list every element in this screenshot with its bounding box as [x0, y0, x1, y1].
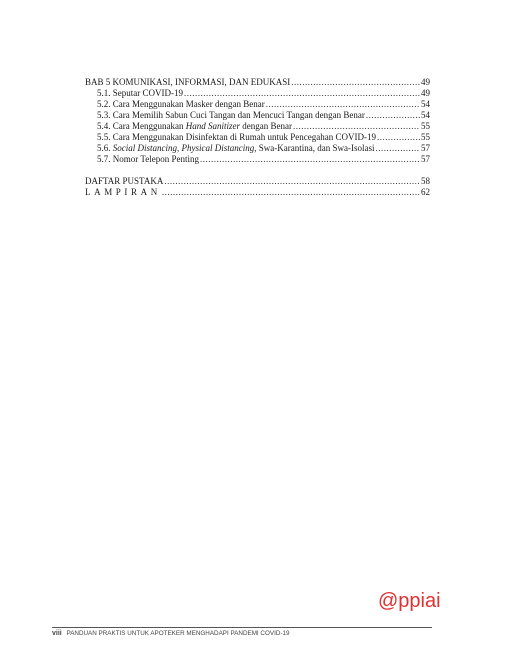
toc-entry-label: 5.7. Nomor Telepon Penting [97, 154, 199, 164]
toc-entry-page: 62 [421, 187, 430, 197]
toc-entry-label: 5.1. Seputar COVID-19 [97, 88, 183, 98]
toc-entry-appendix[interactable] [85, 187, 430, 198]
table-of-contents [85, 77, 430, 198]
toc-entry-page: 54 [421, 110, 430, 120]
toc-entry-5-7[interactable] [85, 154, 430, 165]
toc-label-italic: Social Distancing, Physical Distancing [112, 143, 255, 153]
toc-dot-leader [366, 110, 420, 121]
toc-entry-label [97, 143, 374, 154]
toc-label-italic: Hand Sanitizer [185, 121, 240, 131]
toc-label-suffix: dengan Benar [240, 121, 292, 131]
footer-book-title: PANDUAN PRAKTIS UNTUK APOTEKER MENGHADAPI PANDEMI COVID-19 [66, 630, 290, 637]
toc-dot-leader [293, 121, 420, 132]
toc-entry-page: 58 [421, 176, 430, 186]
toc-entry-bibliography[interactable] [85, 176, 430, 187]
toc-entry-label [97, 121, 292, 132]
toc-entry-page: 49 [421, 88, 430, 98]
toc-dot-leader [164, 176, 420, 187]
toc-entry-label: BAB 5 KOMUNIKASI, INFORMASI, DAN EDUKASI [85, 77, 291, 87]
toc-label-prefix: 5.6. [97, 143, 113, 153]
toc-entry-label: LAMPIRAN [85, 187, 161, 197]
toc-label-suffix: , Swa-Karantina, dan Swa-Isolasi [254, 143, 375, 153]
toc-entry-chapter-5[interactable] [85, 77, 430, 88]
toc-dot-leader [266, 99, 420, 110]
toc-entry-page: 54 [421, 99, 430, 109]
toc-entry-page: 57 [421, 154, 430, 164]
toc-entry-page: 55 [421, 132, 430, 142]
toc-entry-5-4[interactable] [85, 121, 430, 132]
toc-entry-5-1[interactable] [85, 88, 430, 99]
toc-dot-leader [162, 187, 420, 198]
toc-entry-label: 5.5. Cara Menggunakan Disinfektan di Rumah untuk Pencegahan COVID-19 [97, 132, 376, 142]
toc-dot-leader [377, 132, 420, 143]
toc-label-prefix: 5.4. Cara Menggunakan [97, 121, 186, 131]
toc-entry-5-6[interactable] [85, 143, 430, 154]
toc-entry-label: DAFTAR PUSTAKA [85, 176, 164, 186]
toc-entry-page: 49 [421, 77, 430, 87]
toc-entry-5-3[interactable] [85, 110, 430, 121]
page-footer [52, 630, 289, 637]
toc-entry-page: 55 [421, 121, 430, 131]
toc-entry-5-2[interactable] [85, 99, 430, 110]
footer-page-number: viii [52, 630, 62, 637]
toc-dot-leader [184, 88, 420, 99]
toc-entry-page: 57 [421, 143, 430, 153]
watermark-handle: @ppiai [378, 590, 441, 612]
toc-entry-5-5[interactable] [85, 132, 430, 143]
toc-entry-label: 5.2. Cara Menggunakan Masker dengan Benar [97, 99, 265, 109]
toc-entry-label: 5.3. Cara Memilih Sabun Cuci Tangan dan Mencuci Tangan dengan Benar [97, 110, 365, 120]
toc-dot-leader [291, 77, 420, 88]
toc-dot-leader [375, 143, 420, 154]
footer-divider [52, 627, 432, 628]
toc-dot-leader [200, 154, 420, 165]
